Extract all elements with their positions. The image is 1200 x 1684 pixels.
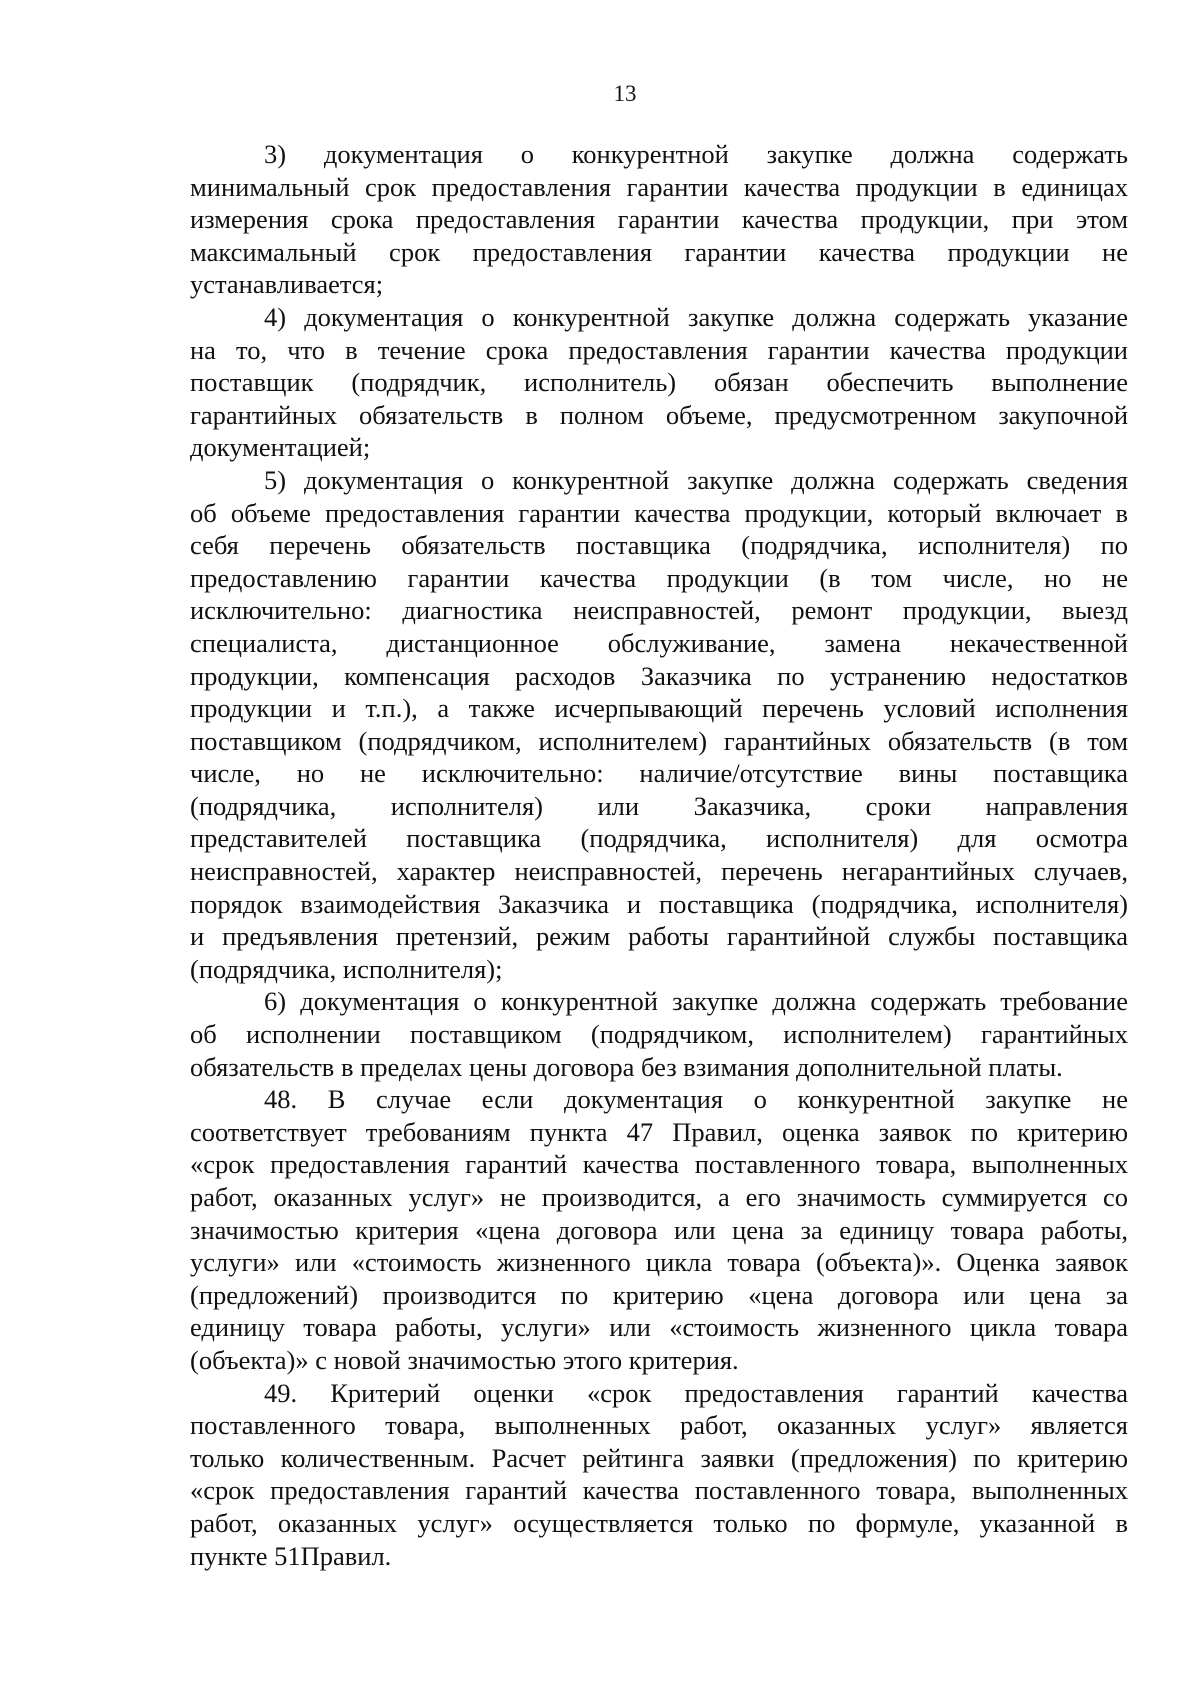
- text-line: 5) документация о конкурентной закупке должна содержать сведения: [264, 464, 1128, 495]
- text-line: работ, оказанных услуг» не производится, а его значимость суммируется со: [190, 1182, 1128, 1212]
- text-line: числе, но не исключительно: наличие/отсутствие вины поставщика: [190, 758, 1128, 789]
- paragraph: [190, 301, 1128, 464]
- text-line: значимостью критерия «цена договора или цена за единицу товара работы,: [190, 1214, 1128, 1245]
- paragraph: [190, 464, 1128, 986]
- text-line: соответствует требованиям пункта 47 Правил, оценка заявок по критерию: [190, 1116, 1128, 1147]
- text-line: измерения срока предоставления гарантии качества продукции, при этом: [190, 204, 1128, 235]
- text-line: порядок взаимодействия Заказчика и поставщика (подрядчика, исполнителя): [190, 888, 1128, 919]
- text-line: поставленного товара, выполненных работ, оказанных услуг» является: [190, 1410, 1128, 1441]
- text-line: (подрядчика, исполнителя);: [190, 953, 503, 984]
- text-line: работ, оказанных услуг» осуществляется только по формуле, указанной в: [190, 1507, 1128, 1538]
- text-line: исключительно: диагностика неисправностей, ремонт продукции, выезд: [190, 595, 1128, 626]
- paragraph: [190, 985, 1128, 1083]
- text-line: (объекта)» с новой значимостью этого критерия.: [190, 1344, 739, 1375]
- text-line: услуги» или «стоимость жизненного цикла товара (объекта)». Оценка заявок: [190, 1247, 1128, 1278]
- text-line: представителей поставщика (подрядчика, исполнителя) для осмотра: [190, 823, 1128, 854]
- text-line: 3) документация о конкурентной закупке должна содержать: [264, 139, 1128, 169]
- text-line: минимальный срок предоставления гарантии качества продукции в единицах: [190, 171, 1128, 202]
- text-line: гарантийных обязательств в полном объеме, предусмотренном закупочной: [190, 399, 1128, 430]
- text-line: единицу товара работы, услуги» или «стоимость жизненного цикла товара: [190, 1312, 1128, 1343]
- text-line: только количественным. Расчет рейтинга заявки (предложения) по критерию: [190, 1442, 1128, 1473]
- text-line: на то, что в течение срока предоставления гарантии качества продукции: [190, 334, 1128, 365]
- text-line: продукции и т.п.), а также исчерпывающий перечень условий исполнения: [190, 693, 1128, 724]
- page-number: 13: [613, 81, 637, 106]
- document-body: [190, 138, 1128, 1572]
- text-line: (предложений) производится по критерию «цена договора или цена за: [190, 1279, 1128, 1310]
- text-line: «срок предоставления гарантий качества поставленного товара, выполненных: [190, 1475, 1128, 1506]
- text-line: документацией;: [190, 432, 371, 463]
- text-line: 49. Критерий оценки «срок предоставления гарантий качества: [264, 1377, 1128, 1408]
- text-line: об объеме предоставления гарантии качества продукции, который включает в: [190, 497, 1128, 528]
- text-line: об исполнении поставщиком (подрядчиком, исполнителем) гарантийных: [190, 1019, 1128, 1050]
- text-line: 48. В случае если документация о конкурентной закупке не: [264, 1084, 1128, 1115]
- text-line: максимальный срок предоставления гарантии качества продукции не: [190, 236, 1128, 267]
- paragraph: [190, 138, 1128, 301]
- text-line: 6) документация о конкурентной закупке должна содержать требование: [264, 986, 1128, 1017]
- text-line: предоставлению гарантии качества продукции (в том числе, но не: [190, 562, 1128, 593]
- text-line: поставщиком (подрядчиком, исполнителем) гарантийных обязательств (в том: [190, 725, 1128, 756]
- text-line: себя перечень обязательств поставщика (подрядчика, исполнителя) по: [190, 530, 1128, 561]
- text-line: 4) документация о конкурентной закупке должна содержать указание: [264, 301, 1128, 332]
- text-line: устанавливается;: [190, 269, 384, 300]
- text-line: поставщик (подрядчик, исполнитель) обязан обеспечить выполнение: [190, 367, 1128, 398]
- text-line: (подрядчика, исполнителя) или Заказчика, сроки направления: [190, 790, 1128, 821]
- paragraph: [190, 1377, 1128, 1573]
- text-line: пункте 51Правил.: [190, 1540, 392, 1571]
- text-line: специалиста, дистанционное обслуживание, замена некачественной: [190, 627, 1128, 658]
- paragraph: [190, 1083, 1128, 1376]
- text-line: «срок предоставления гарантий качества поставленного товара, выполненных: [190, 1149, 1128, 1180]
- text-line: обязательств в пределах цены договора без взимания дополнительной платы.: [190, 1051, 1063, 1082]
- text-line: продукции, компенсация расходов Заказчика по устранению недостатков: [190, 660, 1128, 691]
- text-line: и предъявления претензий, режим работы гарантийной службы поставщика: [190, 921, 1128, 952]
- text-line: неисправностей, характер неисправностей, перечень негарантийных случаев,: [190, 856, 1128, 887]
